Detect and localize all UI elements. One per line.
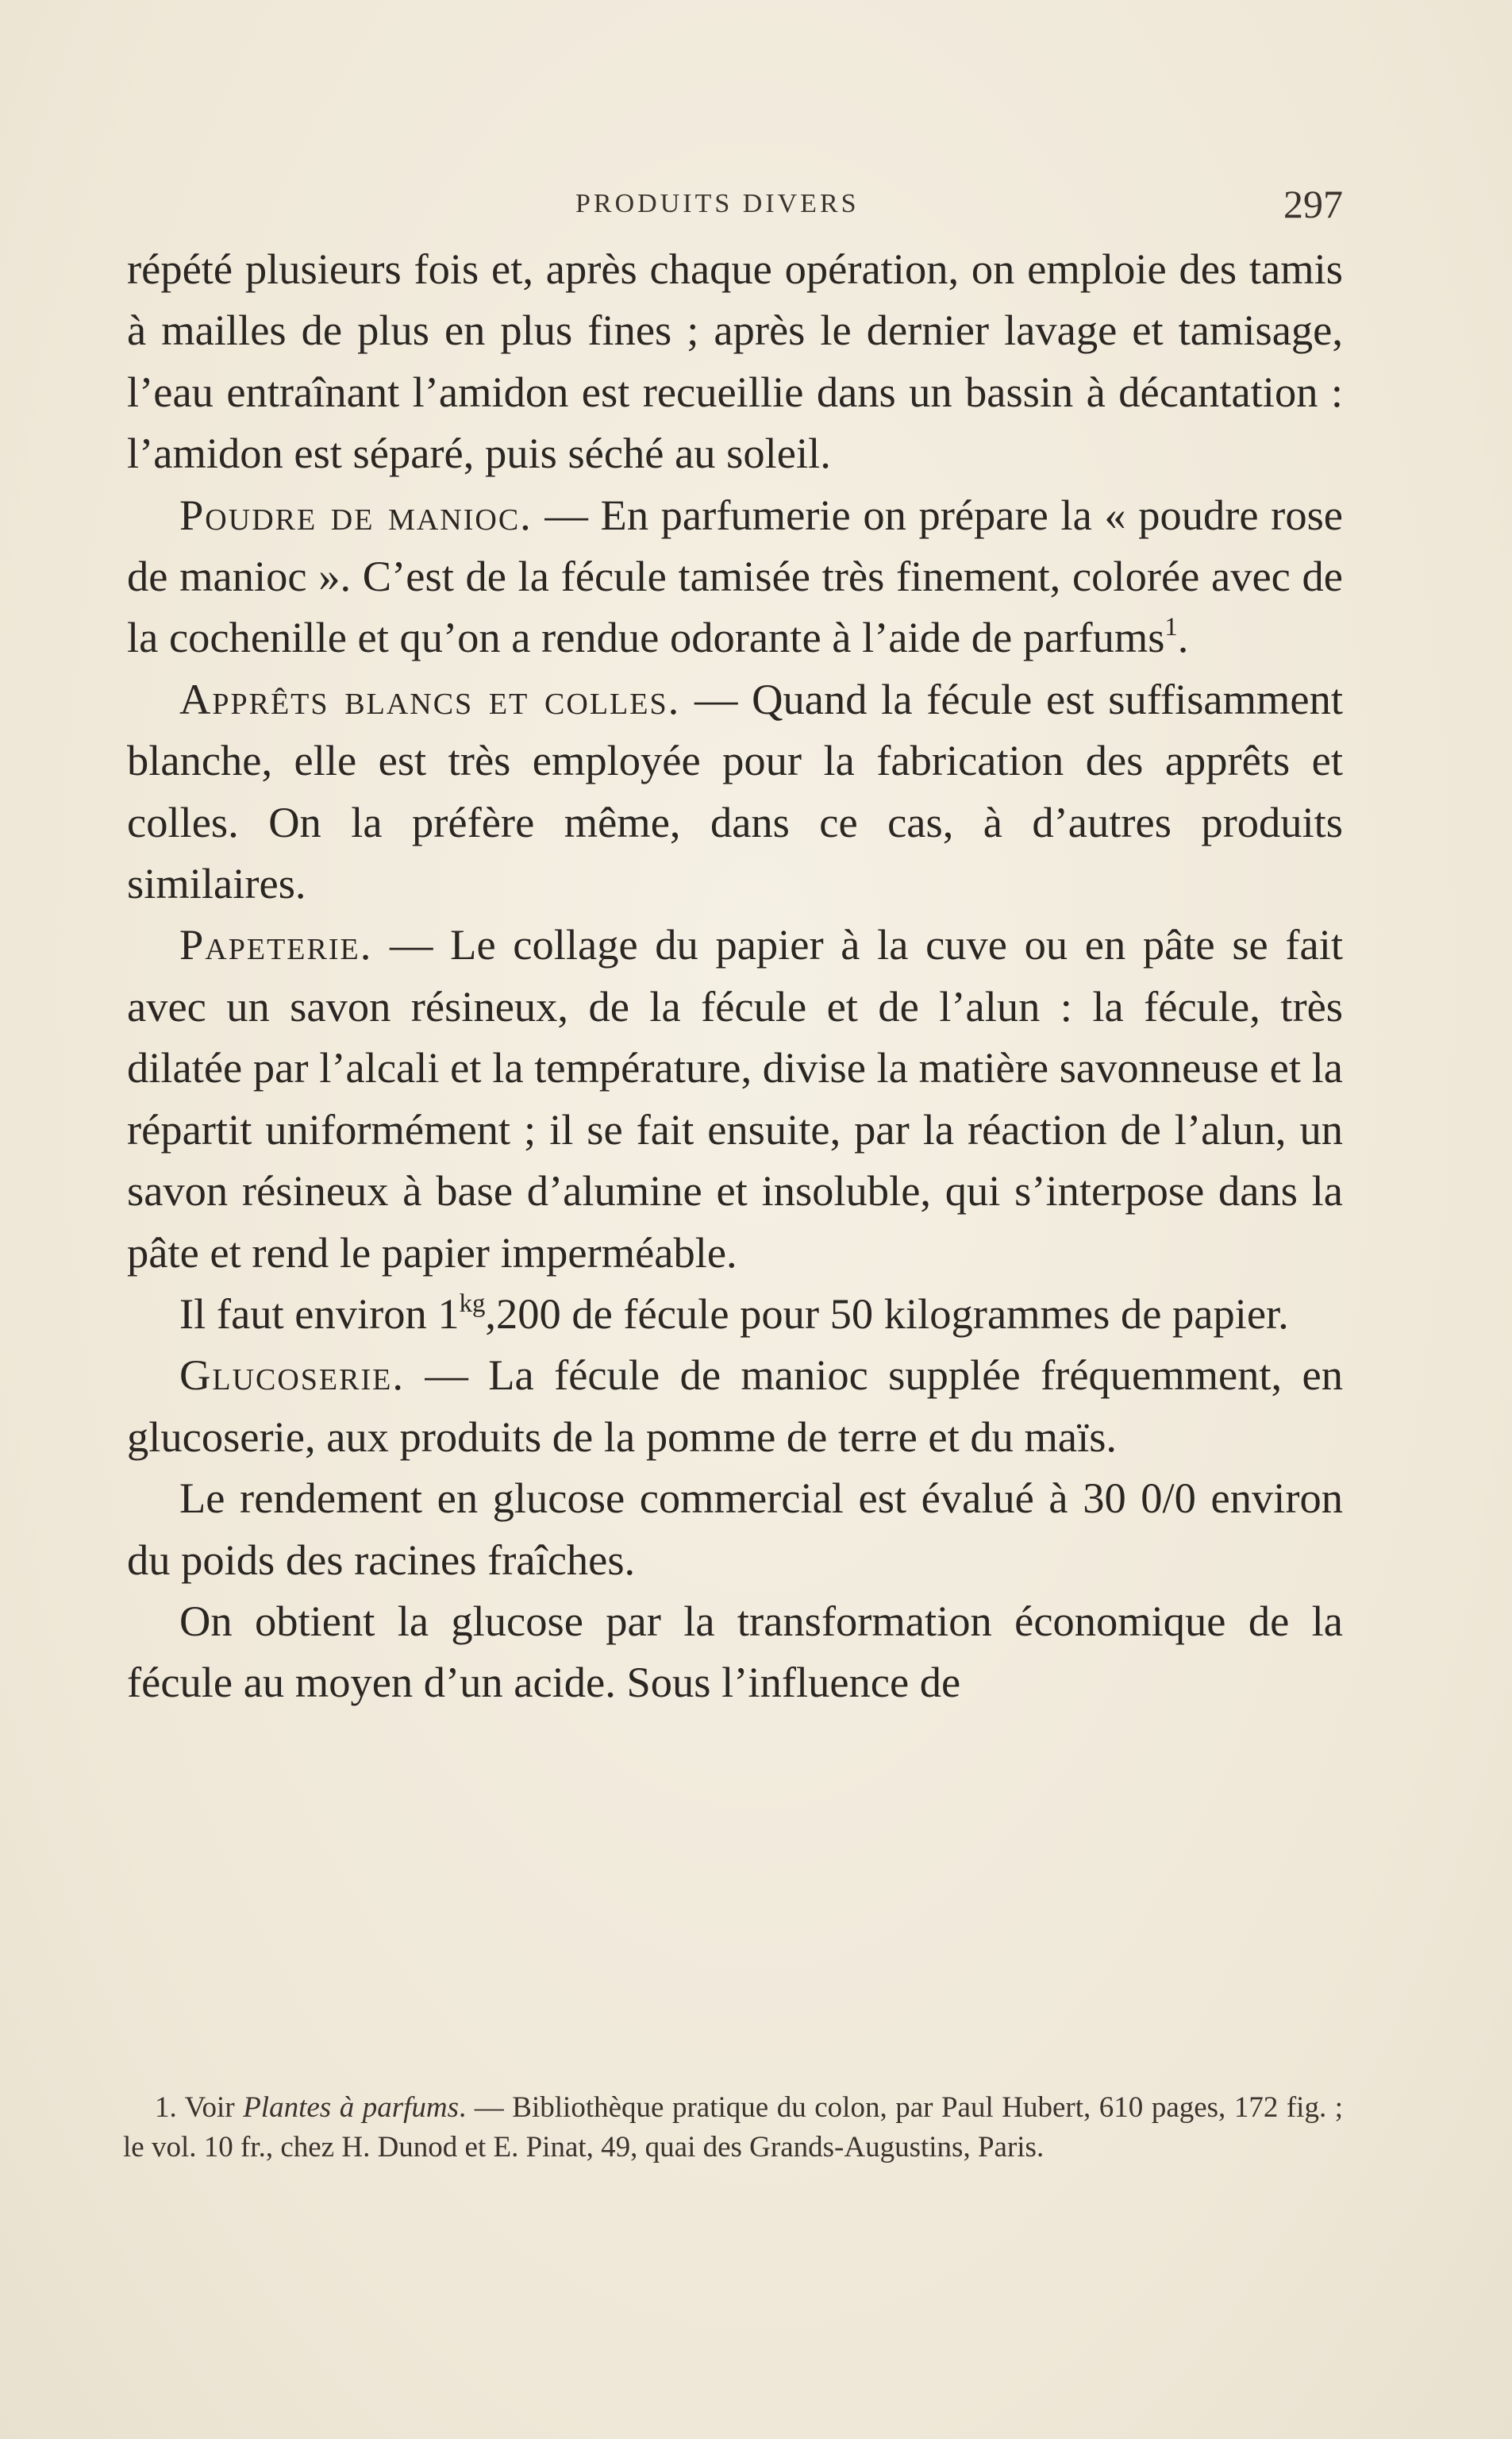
footnote-lead: Voir bbox=[176, 2091, 244, 2124]
unit-superscript: kg bbox=[459, 1289, 486, 1318]
section-heading-papeterie: Papeterie. bbox=[179, 920, 373, 969]
running-title: PRODUITS DIVERS bbox=[575, 189, 860, 218]
paragraph-papeterie bbox=[127, 914, 1343, 1282]
paragraph-glucoserie bbox=[127, 1344, 1343, 1467]
section-heading-glucoserie: Glucoserie. bbox=[179, 1351, 405, 1400]
footnote-text: . — Bibliothèque pratique du colon, par Paul Hubert, 610 pages, 172 fig. ; le vol. 10 fr., chez H. Dunod et E. Pinat, 49, quai des Grands-Augustins, Paris. bbox=[123, 2091, 1344, 2164]
paragraph-quantity bbox=[127, 1283, 1343, 1344]
footnote bbox=[123, 2088, 1343, 2167]
paragraph-text: — Le collage du papier à la cuve ou en pâte se fait avec un savon résineux, de la fécule et de l’alun : la fécule, très dilatée par l’alcali et la température, divise la matière savonneuse et la répartit uniformément ; il se fait ensuite, par la réaction de l’alun, un savon résineux à base d’alumine et insoluble, qui s’interpose dans la pâte et rend le papier imperméable. bbox=[127, 920, 1343, 1277]
paragraph-obtention: On obtient la glucose par la transformation économique de la fécule au moyen d’un acide. Sous l’influence de bbox=[127, 1596, 1343, 1707]
paragraph-text: — En parfumerie on prépare la « poudre rose de manioc ». C’est de la fécule tamisée très finement, colorée avec de la cochenille et qu’on a rendue odorante à l’aide de parfums bbox=[127, 490, 1343, 662]
running-header bbox=[127, 181, 1343, 229]
footnotes bbox=[123, 2088, 1343, 2167]
section-heading-poudre: Poudre de manioc. bbox=[179, 490, 533, 539]
paragraph-poudre-de-manioc bbox=[127, 484, 1343, 669]
paragraph-text: — Quand la fécule est suffisamment blanche, elle est très employée pour la fabrication des apprêts et colles. On la préfère même, dans ce cas, à d’autres produits similaires. bbox=[127, 674, 1343, 908]
section-heading-apprets: Apprêts blancs et colles. bbox=[179, 674, 681, 723]
page-number: 297 bbox=[1283, 182, 1343, 226]
footnote-book-title: Plantes à parfums bbox=[243, 2091, 460, 2124]
paragraph-rendement: Le rendement en glucose commercial est évalué à 30 0/0 environ du poids des racines fraîches. bbox=[127, 1474, 1343, 1584]
body-text bbox=[127, 238, 1343, 1713]
footnote-reference: 1 bbox=[1164, 613, 1178, 642]
paragraph-end: . bbox=[1177, 613, 1189, 662]
paragraph-apprets bbox=[127, 669, 1343, 915]
footnote-number: 1. bbox=[155, 2091, 177, 2124]
paragraph-continuation: répété plusieurs fois et, après chaque opération, on emploie des tamis à mailles de plus en plus fines ; après le dernier lavage et tamisage, l’eau entraînant l’amidon est recueillie dans un bassin à décantation : l’amidon est séparé, puis séché au soleil. bbox=[127, 245, 1343, 478]
paragraph-text: ,200 de fécule pour 50 kilogrammes de papier. bbox=[485, 1289, 1289, 1338]
paragraph-text: Il faut environ 1 bbox=[179, 1289, 460, 1338]
paragraph-text: — La fécule de manioc supplée fréquemment, en glucoserie, aux produits de la pomme de terre et du maïs. bbox=[127, 1351, 1343, 1461]
